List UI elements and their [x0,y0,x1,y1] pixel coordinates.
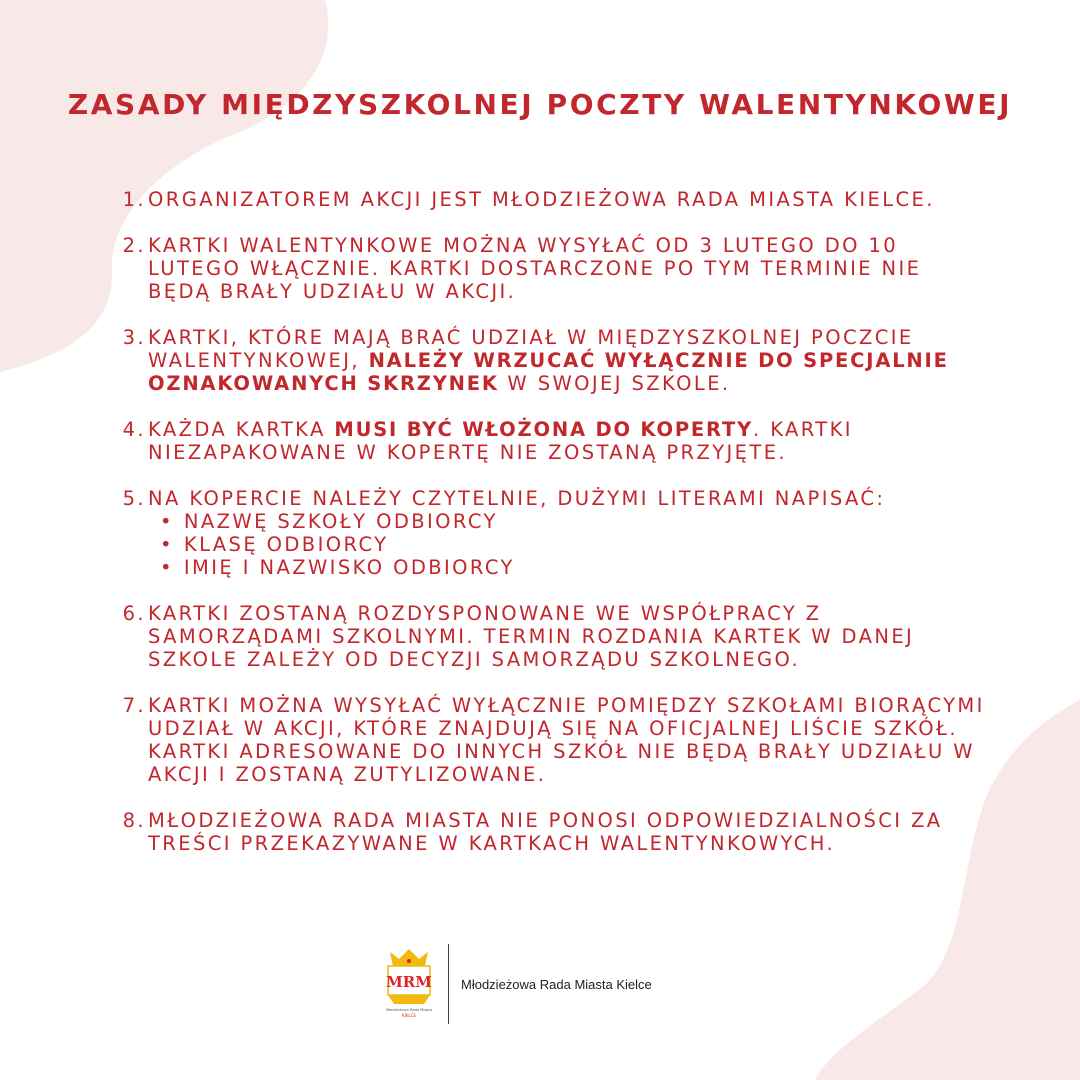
rule-text: KARTKI ZOSTANĄ ROZDYSPONOWANE WE WSPÓŁPRACY Z SAMORZĄDAMI SZKOLNYMI. TERMIN ROZDANIA KARTEK W DANEJ SZKOLE ZALEŻY OD DECYZJI SAMORZĄDU SZKOLNEGO. [148,602,915,671]
rule-item [112,418,992,464]
rule-emphasis: NALEŻY WRZUCAĆ WYŁĄCZNIE DO SPECJALNIE OZNAKOWANYCH SKRZYNEK [148,349,949,395]
rule-item [112,694,992,786]
rule-number: 1. [122,188,146,211]
rule-text [146,418,992,464]
rule-number: 4. [122,418,146,441]
rule-item [112,326,992,395]
rule-intro: NA KOPERCIE NALEŻY CZYTELNIE, DUŻYMI LITERAMI NAPISAĆ: [148,487,886,510]
rule-number: 5. [122,487,146,510]
organization-name: Młodzieżowa Rada Miasta Kielce [461,976,652,992]
logo-caption: Młodzieżowa Rada Miasta [385,1008,433,1012]
rule-number: 3. [122,326,146,349]
rule-text: ORGANIZATOREM AKCJI JEST MŁODZIEŻOWA RADA MIASTA KIELCE. [148,188,935,211]
rule-number: 7. [122,694,146,717]
rule-item [112,602,992,671]
rule-number: 8. [122,809,146,832]
rule-text-start: KAŻDA KARTKA [148,418,335,441]
rule-text-end: . KARTKI NIEZAPAKOWANE W KOPERTĘ NIE ZOSTANĄ PRZYJĘTE. [148,418,853,464]
crown-icon [390,949,428,966]
rule-text: KARTKI MOŻNA WYSYŁAĆ WYŁĄCZNIE POMIĘDZY SZKOŁAMI BIORĄCYMI UDZIAŁ W AKCJI, KTÓRE ZNAJDUJĄ SIĘ NA OFICJALNEJ LIŚCIE SZKÓŁ. KARTKI ADRESOWANE DO INNYCH SZKÓŁ NIE BĘDĄ BRAŁY UDZIAŁU W AKCJI I ZOSTANĄ ZUTYLIZOWANE. [148,694,985,786]
logo-city: KIELCE [402,1013,416,1018]
logo-base [388,995,430,1004]
rule-text: MŁODZIEŻOWA RADA MIASTA NIE PONOSI ODPOWIEDZIALNOŚCI ZA TREŚCI PRZEKAZYWANE W KARTKACH WALENTYNKOWYCH. [148,809,943,855]
rule-text: KARTKI WALENTYNKOWE MOŻNA WYSYŁAĆ OD 3 LUTEGO DO 10 LUTEGO WŁĄCZNIE. KARTKI DOSTARCZONE PO TYM TERMINIE NIE BĘDĄ BRAŁY UDZIAŁU W AKCJI. [148,234,922,303]
list-item: • NAZWĘ SZKOŁY ODBIORCY [160,510,992,533]
rule-text-end: W SWOJEJ SZKOLE. [498,372,731,395]
list-item: • KLASĘ ODBIORCY [160,533,992,556]
rule-item [112,487,992,579]
footer-divider [448,944,449,1024]
rule-item [112,234,992,303]
rules-list [112,188,992,878]
list-item: • IMIĘ I NAZWISKO ODBIORCY [160,556,992,579]
page-title: ZASADY MIĘDZYSZKOLNEJ POCZTY WALENTYNKOWEJ [67,88,1013,121]
rule-number: 2. [122,234,146,257]
logo-letters: MRM [386,973,432,991]
rule-item [112,809,992,855]
rule-text [146,487,992,579]
mrm-logo [384,947,434,1021]
rule-text-start: KARTKI, KTÓRE MAJĄ BRAĆ UDZIAŁ W MIĘDZYSZKOLNEJ POCZCIE WALENTYNKOWEJ, [148,326,914,372]
recipient-details-list [148,510,992,579]
crown-jewel [407,959,411,963]
rule-item [112,188,992,211]
rule-text [146,326,992,395]
footer [384,944,652,1024]
rule-emphasis: MUSI BYĆ WŁOŻONA DO KOPERTY [334,418,753,441]
rule-number: 6. [122,602,146,625]
